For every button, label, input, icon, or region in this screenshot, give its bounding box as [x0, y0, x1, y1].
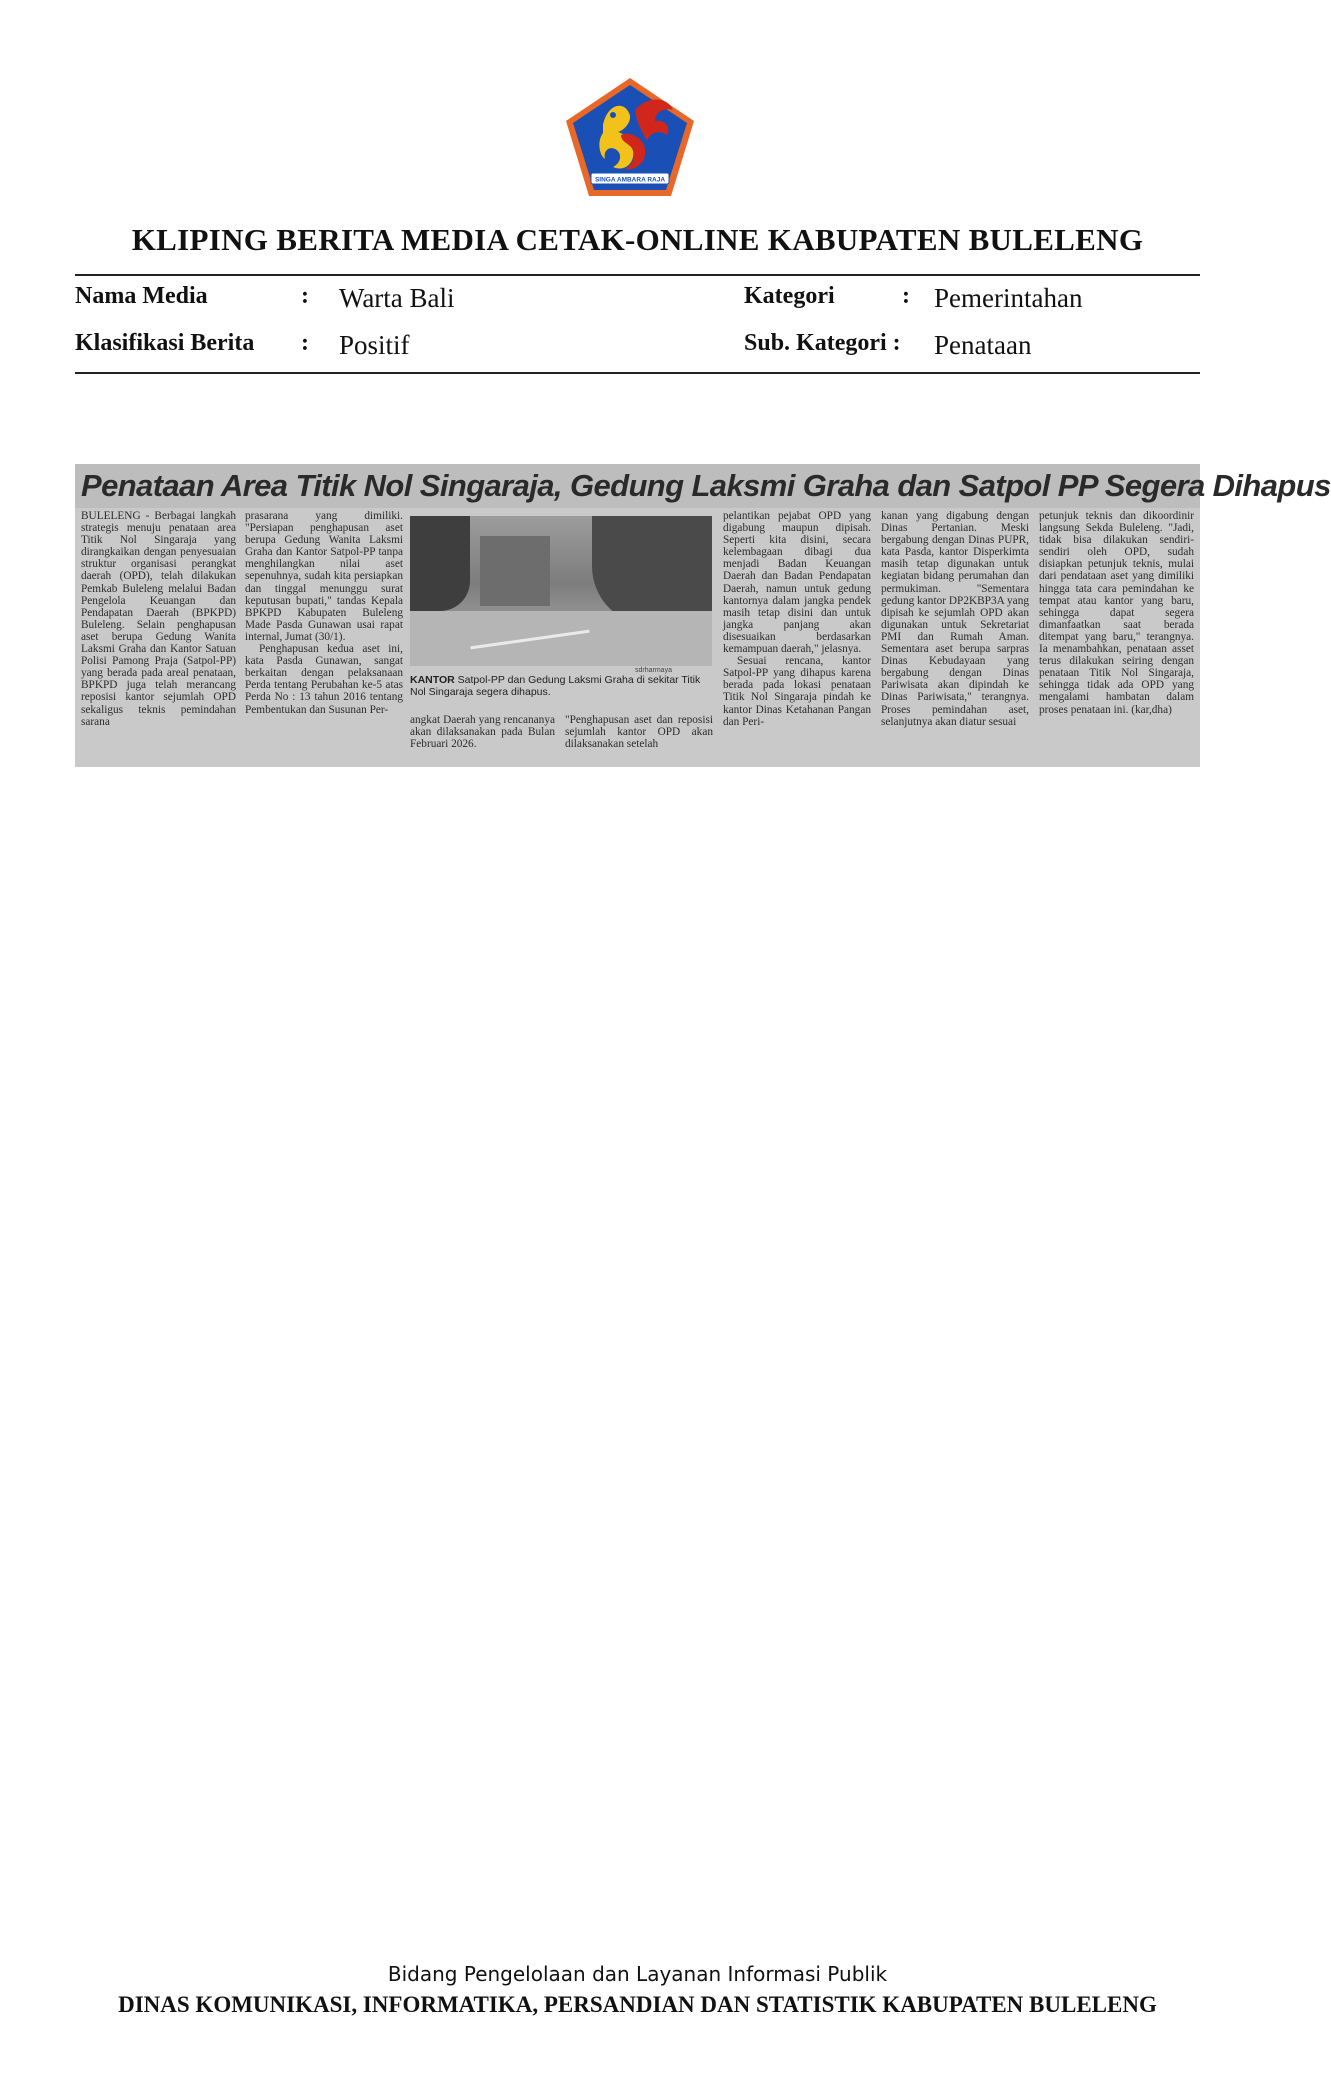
article-text: petunjuk teknis dan dikoordinir langsung Sekda Buleleng. "Jadi, tidak bisa dilakukan sendiri-sendiri oleh OPD, sudah disiapkan petunjuk teknis, mulai dari pendataan aset yang dimiliki hingga tata cara pemindahan ke tempat atau kantor yang baru, sehingga dapat segera dimanfaatkan saat berada ditempat yang baru," terangnya. Ia menambahkan, penataan asset terus dilakukan seiring dengan penataan Titik Nol Singaraja, sehingga tidak ada OPD yang mengalami hambatan dalam proses penataan ini. (kar,dha)	[1039, 510, 1194, 716]
article-text: kanan yang digabung dengan Dinas Pertanian. Meski bergabung dengan Dinas PUPR, kata Pasda, kantor Disperkimta masih tetap digunakan untuk kegiatan bidang perumahan dan permukiman. "Sementara gedung kantor DP2KBP3A yang dipisah ke sejumlah OPD akan digunakan untuk Sekretariat PMI dan Rumah Aman. Sementara aset berupa sarpras Dinas Kebudayaan yang bergabung dengan Dinas Pariwisata akan dipindah ke Dinas Pariwisata," terangnya. Proses pemindahan aset, selanjutnya akan diatur sesuai	[881, 510, 1029, 728]
buleleng-logo	[563, 75, 697, 199]
article-text: pelantikan pejabat OPD yang digabung maupun dipisah. Seperti kita disini, secara kelembagaan dibagi dua menjadi Badan Keuangan Daerah dan Badan Pendapatan Daerah, namun untuk gedung kantornya dalam jangka pendek masih tetap disini dan untuk jangka panjang akan disesuaikan berdasarkan kemampuan daerah," jelasnya.	[723, 510, 871, 656]
article-column-1	[81, 510, 236, 764]
news-clipping	[75, 464, 1331, 767]
article-column-6	[881, 510, 1029, 764]
kategori-value: Pemerintahan	[934, 283, 1083, 313]
kategori-separator: :	[902, 283, 910, 309]
header-divider-bottom	[75, 372, 1200, 374]
subkategori-label: Sub. Kategori :	[744, 330, 901, 356]
media-label: Nama Media	[75, 283, 208, 309]
caption-text: Satpol-PP dan Gedung Laksmi Graha di sekitar Titik Nol Singaraja segera dihapus.	[410, 674, 701, 698]
article-column-3	[410, 714, 555, 764]
kategori-label: Kategori	[744, 283, 835, 309]
media-value: Warta Bali	[339, 283, 455, 313]
footer-agency: DINAS KOMUNIKASI, INFORMATIKA, PERSANDIAN DAN STATISTIK KABUPATEN BULELENG	[118, 1992, 1157, 2017]
article-column-4	[565, 714, 713, 764]
caption-lead: KANTOR	[410, 674, 455, 686]
subkategori-value: Penataan	[934, 330, 1032, 360]
page-title: KLIPING BERITA MEDIA CETAK-ONLINE KABUPATEN BULELENG	[131, 222, 1144, 257]
header-divider-top	[75, 274, 1200, 276]
article-text: Penghapusan kedua aset ini, kata Pasda Gunawan, sangat berkaitan dengan pelaksanaan Perda tentang Perubahan ke-5 atas Perda No : 13 tahun 2016 tentang Pembentukan dan Susunan Per-	[245, 643, 403, 716]
klasifikasi-value: Positif	[339, 330, 410, 360]
article-photo	[410, 516, 712, 666]
article-text: "Penghapusan aset dan reposisi sejumlah kantor OPD akan dilaksanakan setelah	[565, 714, 713, 751]
article-text: prasarana yang dimiliki. "Persiapan penghapusan aset berupa Gedung Wanita Laksmi Graha dan Kantor Satpol-PP tanpa menghilangkan nilai aset sepenuhnya, sudah kita persiapkan dan tinggal menunggu surat keputusan bupati," tandas Kepala BPKPD Kabupaten Buleleng Made Pasda Gunawan usai rapat internal, Jumat (30/1).	[245, 510, 403, 643]
article-column-2	[245, 510, 403, 764]
logo-motto: SINGA AMBARA RAJA	[594, 176, 666, 184]
media-separator: :	[301, 283, 309, 309]
article-text: BULELENG - Berbagai langkah strategis menuju penataan area Titik Nol Singaraja yang dirangkaikan dengan penyesuaian struktur organisasi perangkat daerah (OPD), telah dilakukan Pemkab Buleleng melalui Badan Pengelola Keuangan dan Pendapatan Daerah (BPKPD) Buleleng. Selain penghapusan aset berupa Gedung Wanita Laksmi Graha dan Kantor Satuan Polisi Pamong Praja (Satpol-PP) yang berada pada areal penataan, BPKPD juga telah merancang reposisi kantor sejumlah OPD sekaligus teknis pemindahan sarana	[81, 510, 236, 728]
photo-credit: sdrharmaya	[635, 667, 672, 674]
article-text: angkat Daerah yang rencananya akan dilaksanakan pada Bulan Februari 2026.	[410, 714, 555, 751]
article-column-5	[723, 510, 871, 764]
footer-department: Bidang Pengelolaan dan Layanan Informasi Publik	[387, 1962, 888, 1986]
klasifikasi-separator: :	[301, 330, 309, 356]
article-text: Sesuai rencana, kantor Satpol-PP yang dihapus karena berada pada lokasi penataan Titik Nol Singaraja pindah ke kantor Dinas Ketahanan Pangan dan Peri-	[723, 655, 871, 728]
article-column-7	[1039, 510, 1194, 764]
klasifikasi-label: Klasifikasi Berita	[75, 330, 255, 356]
photo-caption	[410, 674, 712, 698]
article-headline: Penataan Area Titik Nol Singaraja, Gedung Laksmi Graha dan Satpol PP Segera Dihapus	[75, 464, 1200, 508]
